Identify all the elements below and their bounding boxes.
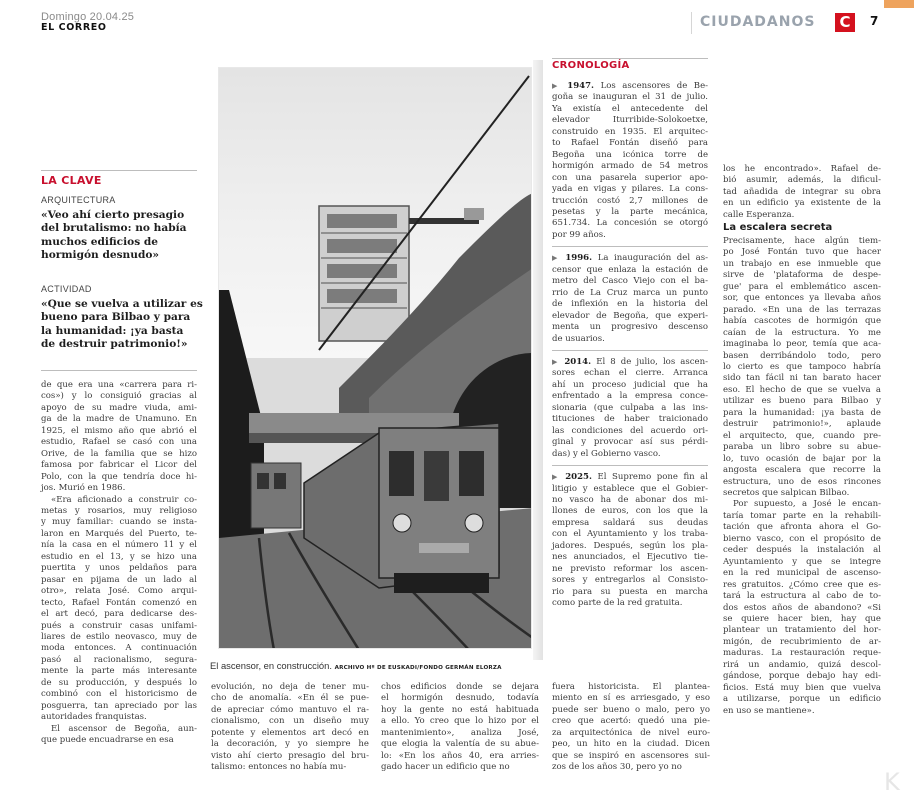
text-line: plantear un tratamiento del hor- <box>723 625 881 636</box>
text-line: gue' para el emblemático ascen- <box>723 281 881 292</box>
text-line: Begoña una icónica torre de <box>552 149 708 160</box>
text-line: trucción costó 2,7 millones de <box>552 195 708 206</box>
arrow-bullet-icon: ▶ <box>552 254 566 263</box>
text-line: miento en sí es arriesgado, y eso <box>552 693 710 704</box>
newspaper-name: EL CORREO <box>41 22 107 33</box>
text-line: «Era aficionado a construir co- <box>51 494 197 505</box>
text-line: enfrentado a la empresa conce- <box>552 391 708 402</box>
archive-photo <box>218 67 532 649</box>
text-line: para la humanidad: ¡ya basta de <box>723 407 881 418</box>
text-line: empresa saldará sus deudas <box>552 517 708 528</box>
clave-quote: «Que se vuelva a utilizar es bueno para Bilbao y para la humanidad: ¡ya basta de destruir patrimonio!» <box>41 298 203 351</box>
text-line: nes anunciados, el Ejecutivo tie- <box>552 552 708 563</box>
text-line: puertita y unos peldaños para <box>41 563 197 574</box>
text-line: visto ahí cierto presagio del bru- <box>211 750 369 761</box>
text-line: sirve de 'plataforma de despe- <box>723 270 881 281</box>
text-line: migón, de recubrimiento de ar- <box>723 636 881 647</box>
article-column-4 <box>552 682 710 774</box>
text-line: llones de euros, con los que la <box>552 506 708 517</box>
text-line: metas y rosarios, muy religioso <box>41 505 197 516</box>
text-line: ginal y provocar así sus pérdi- <box>552 437 708 448</box>
text-line: goña se inauguran el 31 de julio. <box>552 92 708 103</box>
text-line: posguerra, tan apreciado por las <box>41 700 197 711</box>
text-line: bió asumir, además, la dificul- <box>723 175 881 186</box>
watermark: K <box>884 768 900 796</box>
text-line: en la red municipal de ascenso- <box>723 568 881 579</box>
chronology-entry <box>552 81 708 241</box>
text-line: de inflexión en la historia del <box>552 299 708 310</box>
text-line: Ya existía el antecedente del <box>552 103 708 114</box>
chronology-divider <box>552 465 708 466</box>
arrow-bullet-icon: ▶ <box>552 473 566 482</box>
text-line: tecto, Rafael Fontán comenzó en <box>41 597 197 608</box>
text-line: el art decó, para dedicarse des- <box>41 609 197 620</box>
text-line: combinó con el historicismo de <box>41 689 197 700</box>
text-line: el hormigón desnudo, todavía <box>381 693 539 704</box>
text-line: caían de la estructura. Yo me <box>723 327 881 338</box>
text-line: la decoración, y yo siempre he <box>211 739 369 750</box>
text-line: por 99 años. <box>552 229 606 240</box>
clave-kicker: ARQUITECTURA <box>41 195 116 205</box>
text-line: to Rafael Fontán diseñó para <box>552 138 708 149</box>
text-line: los he encontrado». Rafael de- <box>723 164 881 174</box>
text-line: maduras. La restauración reque- <box>723 648 881 659</box>
text-line: a utilizarse, porque un edificio <box>723 694 881 705</box>
text-line: censor que enlaza la estación de <box>552 264 708 275</box>
text-line: hoy la gente no está habituada <box>381 704 539 715</box>
text-line: Precisamente, hace algún tiem- <box>723 236 881 246</box>
text-line: chos edificios donde se dejara <box>381 682 539 692</box>
text-line: basen derribándolo todo, pero <box>723 350 881 361</box>
text-line: lo: «En los años 40, era arries- <box>381 750 539 761</box>
text-line: rrio de La Cruz marca un punto <box>552 287 708 298</box>
issue-date: Domingo 20.04.25 <box>41 11 135 23</box>
text-line: no vasco ha de abonar dos mi- <box>552 494 708 505</box>
text-line: calle Esperanza. <box>723 209 795 220</box>
text-line: taría tomar parte en la rehabili- <box>723 510 881 521</box>
text-line: ahí un proceso judicial que ha <box>552 379 708 390</box>
text-line: laron en Marqués del Puerto, te- <box>41 528 197 539</box>
text-line: menta un progresivo descenso <box>552 322 708 333</box>
text-line: lo, tuvo ocasión de bajar por la <box>723 453 881 464</box>
corner-tab <box>884 0 914 8</box>
caption-text: El ascensor, en construcción. <box>210 660 332 671</box>
text-line: cionalismo, con un diseño muy <box>211 716 369 727</box>
text-line: y muy familiar: cuando se insta- <box>41 517 197 528</box>
clave-top-rule <box>41 170 197 171</box>
text-line: se quiere hacer bien, hay que <box>723 613 881 624</box>
photo-credit: ARCHIVO Hº DE EUSKADI/FONDO GERMÁN ELORZA <box>334 665 502 671</box>
text-line: das) y el Gobierno vasco. <box>552 448 661 459</box>
article-column-5-top <box>723 164 881 221</box>
text-line: había cascotes de hormigón que <box>723 316 881 327</box>
text-line: en un edificio ya existente de la <box>723 198 881 209</box>
text-line: tación que afronta ahora el Go- <box>723 522 881 533</box>
text-line: Por supuesto, a José le encan- <box>733 499 881 510</box>
chronology-list <box>552 81 708 609</box>
text-line: pasó al racionalismo, segura- <box>41 654 197 665</box>
text-line: tituciones de haber traicionado <box>552 414 708 425</box>
text-line: elevador Iturribide-Solokoetxe, <box>552 115 708 126</box>
chronology-first-line <box>552 253 708 264</box>
text-line: metro del Casco Viejo con el ba- <box>552 276 708 287</box>
chronology-divider <box>552 246 708 247</box>
text-line: secretos que salpican Bilbao. <box>723 487 850 498</box>
text-line: peo, un hito en la ciudad. Dicen <box>552 739 710 750</box>
chronology-year: 2014. <box>564 356 592 367</box>
section-logo-icon: C <box>835 13 855 32</box>
text-line: jos. Murió en 1986. <box>41 483 126 494</box>
text-line: El ascensor de Begoña, aun- <box>51 723 197 734</box>
text-line: cho de anomalía. «En él se pue- <box>211 693 369 704</box>
text-line: ceder después la instalación al <box>723 545 881 556</box>
text-line: puede ser bueno o malo, pero yo <box>552 704 710 715</box>
text-line: utilizar es bueno para Bilbao y <box>723 396 881 407</box>
text-line: liares de estilo neovasco, muy de <box>41 631 197 642</box>
clave-kicker: ACTIVIDAD <box>41 284 92 294</box>
article-column-2 <box>211 682 369 774</box>
text-line: el arquitecto, que, cuando pre- <box>723 430 881 441</box>
text-line: evolución, no deja de tener mu- <box>211 682 369 692</box>
text-line: sores echan el cierre. Arranca <box>552 368 708 379</box>
text-line: po José Fontán tuvo que hacer <box>723 247 881 258</box>
text-line: cos») y lo consiguió gracias al <box>41 391 197 402</box>
text-line: autoridades franquistas. <box>41 712 147 723</box>
article-column-1 <box>41 380 197 747</box>
text-line: en uso se mantiene». <box>723 705 815 716</box>
text-line: Orive, de la familia que se hizo <box>41 448 197 459</box>
text-line: apoyo de su madre viuda, ami- <box>41 402 197 413</box>
clave-bottom-rule <box>41 370 197 371</box>
chronology-entry <box>552 472 708 609</box>
text-line: ficios. Está muy bien que vuelva <box>723 682 881 693</box>
text-line: nía la casa en el número 11 y el <box>41 540 197 551</box>
text-line: destruir patrimonio!», aplaude <box>723 419 881 430</box>
text-line: zos de los años 30, pero yo no <box>552 762 682 773</box>
subheading: La escalera secreta <box>723 222 833 233</box>
text-line: de que era una «carrera para ri- <box>41 380 197 390</box>
text-line: mantenimiento», analiza José, <box>381 727 539 738</box>
text-line: yada en vigas y pilares. La cons- <box>552 184 708 195</box>
text-line: creo que acertó: quedó una pie- <box>552 716 710 727</box>
text-line: sido tan fácil ni tan barato hacer <box>723 373 881 384</box>
chronology-divider <box>552 350 708 351</box>
text-line: sor, que entonces ya llevaba años <box>723 293 881 304</box>
la-clave-title: LA CLAVE <box>41 174 102 187</box>
article-column-5-bottom <box>723 236 881 717</box>
text-line: res gratuitos. ¿Cómo cree que es- <box>723 579 881 590</box>
text-line: un trabajo en ese inmueble que <box>723 258 881 269</box>
chronology-entry <box>552 253 708 345</box>
text-line: litigio y establece que el Gobier- <box>552 483 708 494</box>
text-line: ne previsto reformar los ascen- <box>552 563 708 574</box>
text-line: lo cierto es que tampoco habría <box>723 361 881 372</box>
text-line: estudio, Rafael se casó con una <box>41 437 197 448</box>
text-line: con el Ayuntamiento y los traba- <box>552 529 708 540</box>
text-line: estudio en el 13, y se hizo una <box>41 551 197 562</box>
text-line: con una pasarela superior apo- <box>552 172 708 183</box>
text-line: jadores. Después, según los pla- <box>552 540 708 551</box>
page-number: 7 <box>870 14 879 28</box>
chronology-first-line <box>552 81 708 92</box>
text-line: sores y entregarlos al Consisto- <box>552 575 708 586</box>
text-line: rirá un andamio, quizá descol- <box>723 659 881 670</box>
text-line: eso. El hecho de que se vuelva a <box>723 384 881 395</box>
text-line: imaginaba lo peor, temía que aca- <box>723 339 881 350</box>
text-line: de su producción, y después lo <box>41 677 197 688</box>
text-line: a ello. Yo creo que lo hizo por el <box>381 716 539 727</box>
text-line: que elogia la valentía de su abue- <box>381 739 539 750</box>
text-line: gándose, porque debajo hay edi- <box>723 671 881 682</box>
text-line: las condiciones del acuerdo ori- <box>552 425 708 436</box>
text-line: El Supremo pone fin al <box>597 472 709 483</box>
chronology-year: 1996. <box>565 253 593 264</box>
header-divider <box>691 12 692 34</box>
text-line: pesetas y la parte mecánica, <box>552 206 708 217</box>
text-line: Ayuntamiento y que se integre <box>723 556 881 567</box>
text-line: otro», relata José. Como arqui- <box>41 586 197 597</box>
chronology-first-line <box>552 472 708 483</box>
section-title: CIUDADANOS <box>700 14 816 30</box>
text-line: gado hacer un edificio que no <box>381 762 510 773</box>
text-line: Polo, con la que tendría doce hi- <box>41 471 197 482</box>
text-line: dos estos años de abandono? «Si <box>723 602 881 613</box>
text-line: como parte de la red gratuita. <box>552 598 683 609</box>
chronology-year: 1947. <box>567 81 595 91</box>
arrow-bullet-icon: ▶ <box>552 357 565 366</box>
text-line: sionaria (que culpaba a las ins- <box>552 402 708 413</box>
text-line: elevador de Begoña, que experi- <box>552 310 708 321</box>
text-line: que puede encuadrarse en esa <box>41 735 174 746</box>
text-line: tará la estructura al cabo de to- <box>723 591 881 602</box>
cron-top-rule <box>552 58 708 59</box>
text-line: estructura, uno de esos rincones <box>723 476 881 487</box>
text-line: hormigón armado de 54 metros <box>552 161 708 172</box>
clave-quote: «Veo ahí cierto presagio del brutalismo: no había muchos edificios de hormigón desnudo» <box>41 209 187 262</box>
text-line: famosa por fabricar el Licor del <box>41 460 197 471</box>
text-line: La inauguración del as- <box>597 253 709 264</box>
text-line: construido en 1935. El arquitec- <box>552 126 708 137</box>
text-line: ga de la madre de Unamuno. En <box>41 414 197 425</box>
text-line: pués a construir casas unifami- <box>41 620 197 631</box>
article-column-3 <box>381 682 539 774</box>
text-line: Los ascensores de Be- <box>600 81 709 91</box>
text-line: 651.734. La concesión se otorgó <box>552 218 708 229</box>
text-line: de usuarios. <box>552 333 605 344</box>
chronology-entry <box>552 357 708 460</box>
chronology-title: CRONOLOGÍA <box>552 60 630 71</box>
text-line: tad añadida de integrar su obra <box>723 186 881 197</box>
text-line: potente y elementos art decó en <box>211 727 369 738</box>
text-line: rio para su puesta en marcha <box>552 586 708 597</box>
text-line: bierno vasco, con el propósito de <box>723 533 881 544</box>
text-line: mente la parte más interesante <box>41 666 197 677</box>
text-line: El 8 de julio, los ascen- <box>596 356 709 367</box>
text-line: parado. «En una de las terrazas <box>723 304 881 315</box>
text-line: angosta escalera que recorre la <box>723 465 881 476</box>
text-line: talismo: entonces no había mu- <box>211 762 347 773</box>
chronology-year: 2025. <box>565 472 592 483</box>
photo-caption <box>210 660 502 671</box>
text-line: za arquitectónica de nivel euro- <box>552 727 710 738</box>
text-line: paraba un libro sobre su abue- <box>723 442 881 453</box>
arrow-bullet-icon: ▶ <box>552 82 568 90</box>
text-line: pasar en pijama de un lado al <box>41 574 197 585</box>
text-line: moda entonces. A continuación <box>41 643 197 654</box>
text-line: de apreciar cómo mantuvo el ra- <box>211 704 369 715</box>
text-line: fuera historicista. El plantea- <box>552 682 710 692</box>
tram-photo-illustration <box>219 68 532 649</box>
chronology-first-line <box>552 357 708 368</box>
text-line: que se inspiró en ascensores sui- <box>552 750 710 761</box>
text-line: 1925, el mismo año que abrió el <box>41 425 197 436</box>
fold-shadow <box>533 60 543 660</box>
